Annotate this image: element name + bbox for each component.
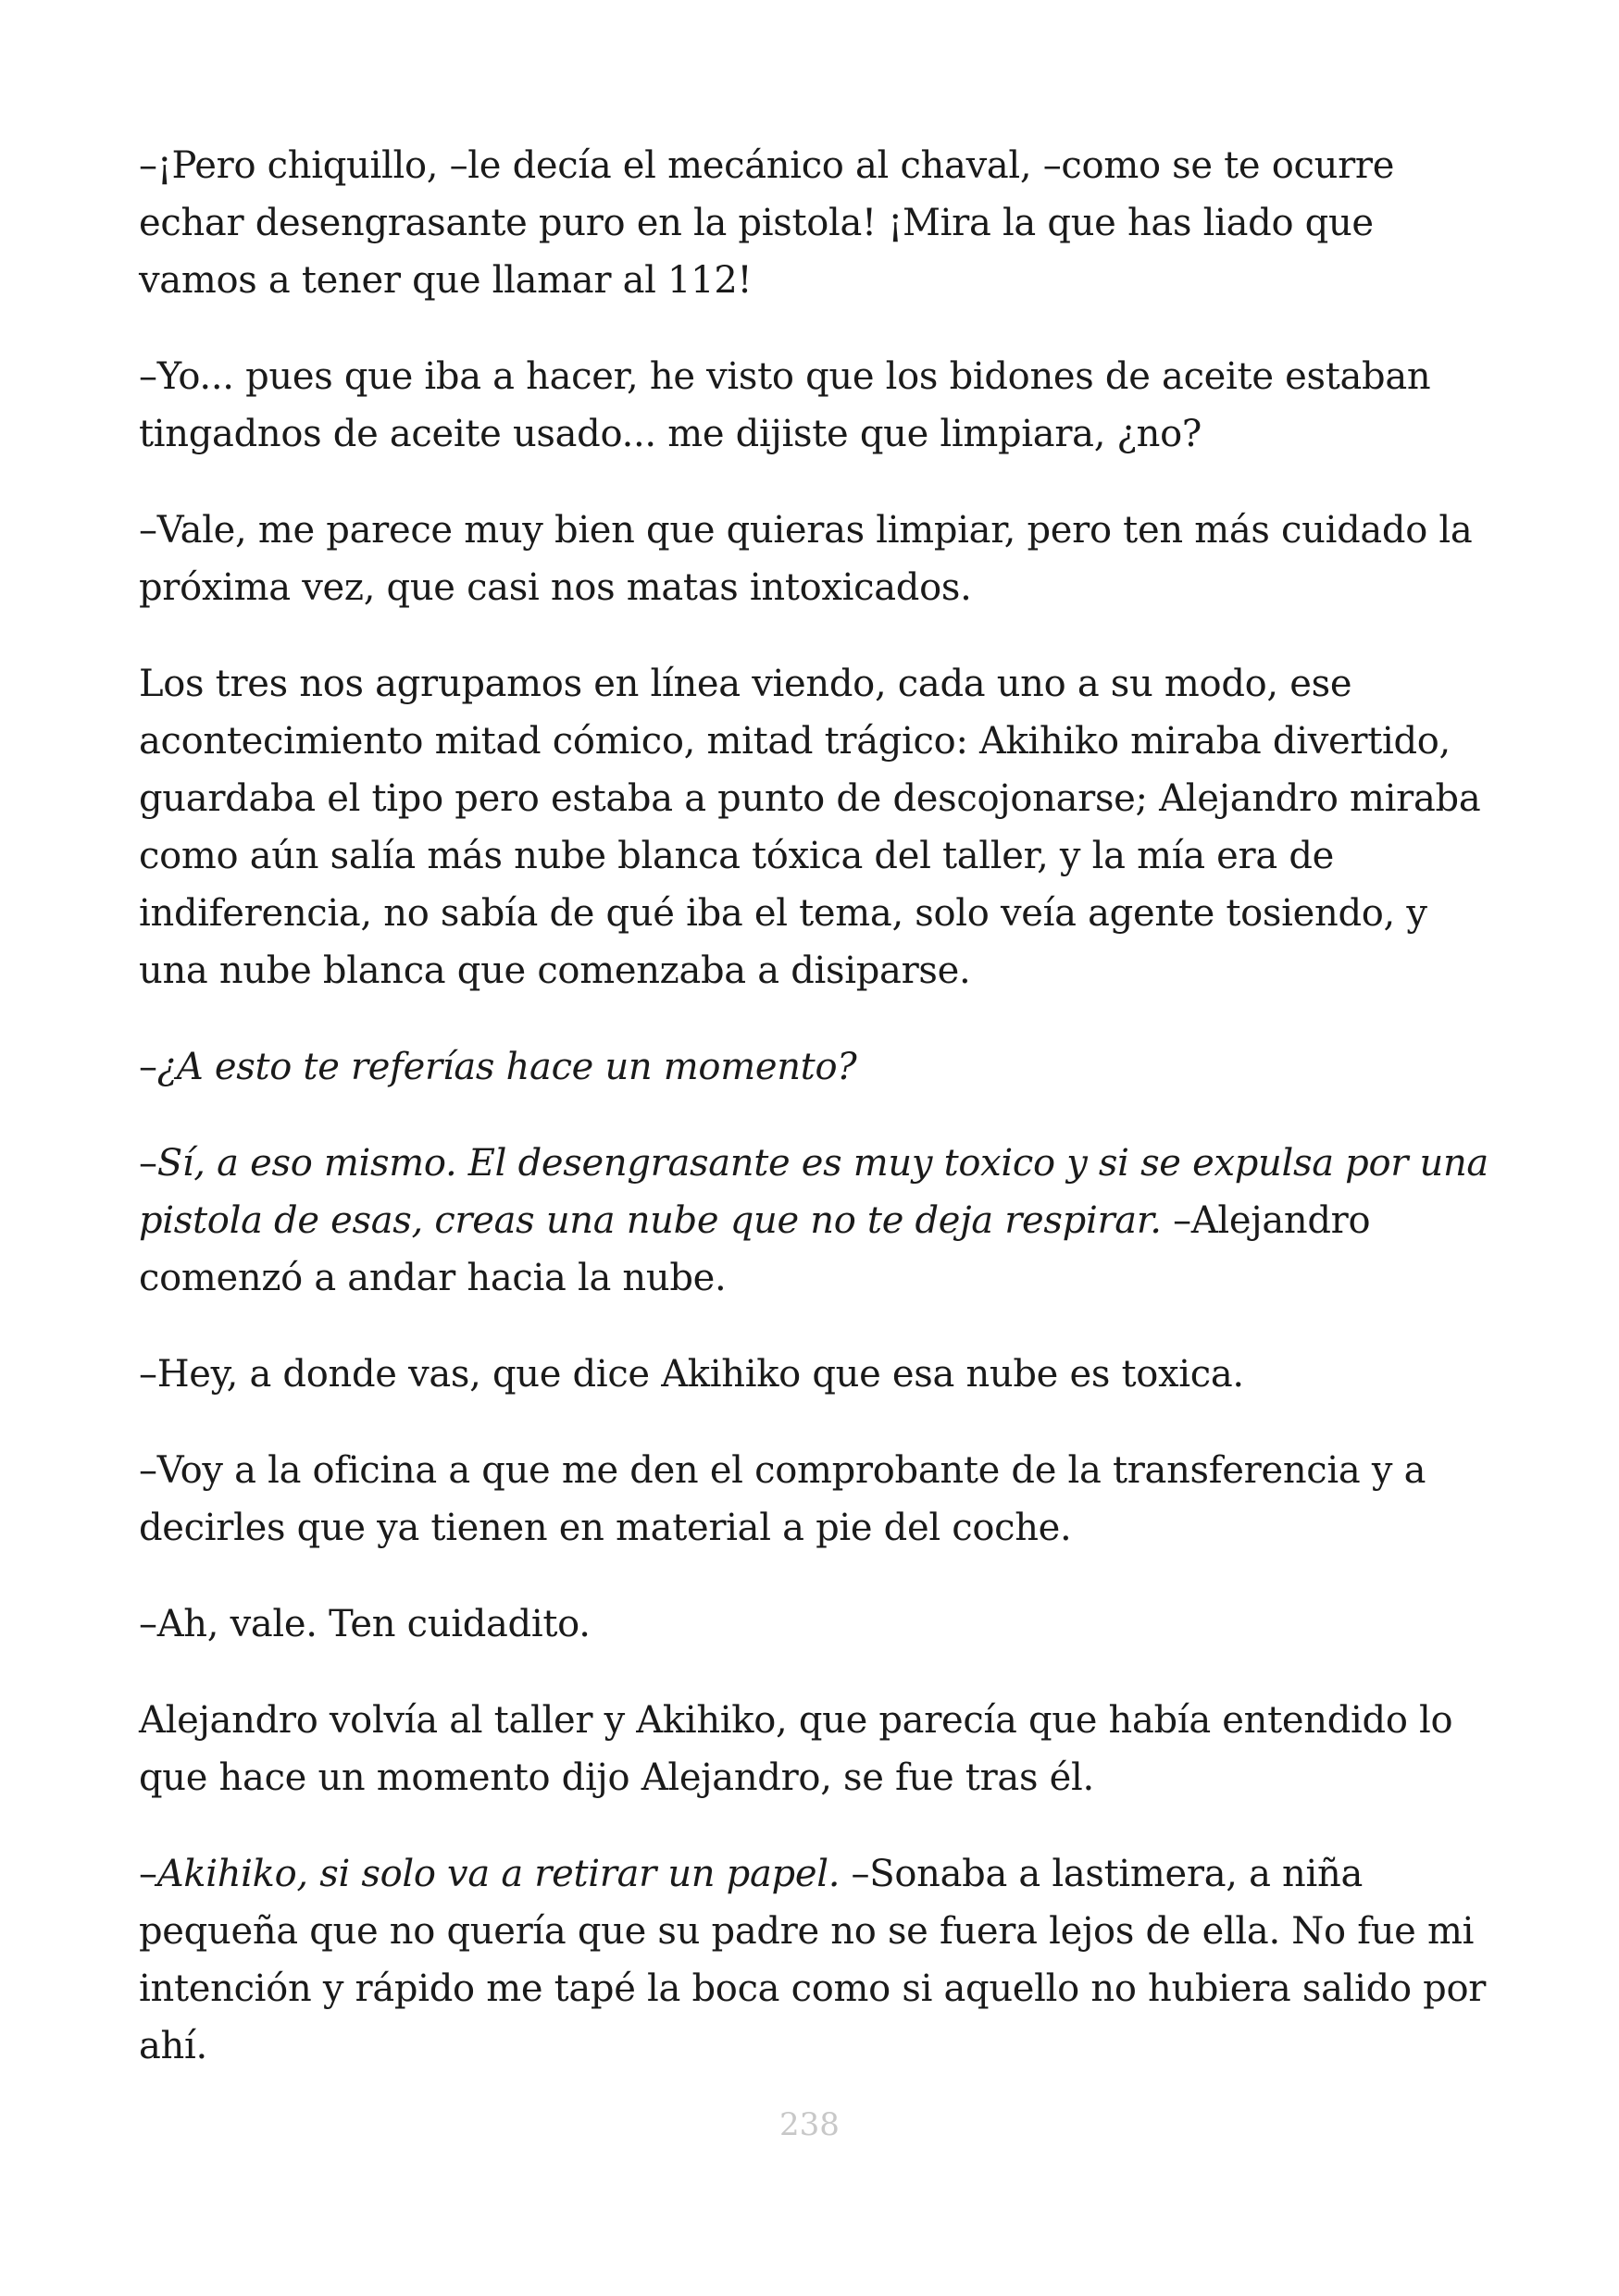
paragraph: –¿A esto te referías hace un momento?: [139, 1046, 857, 1088]
paragraph: –Voy a la oficina a que me den el comprobante de la transferencia y a decirles que ya tienen en material a pie del coche.: [139, 1449, 1426, 1549]
paragraph: –Sí, a eso mismo. El desengrasante es muy toxico y si se expulsa por una pistola de esas, creas una nube que no te deja respirar. –Alejandro comenzó a andar hacia la nube.: [139, 1142, 1488, 1299]
paragraph: –Vale, me parece muy bien que quieras limpiar, pero ten más cuidado la próxima vez, que casi nos matas intoxicados.: [139, 509, 1473, 609]
paragraph: Alejandro volvía al taller y Akihiko, que parecía que había entendido lo que hace un momento dijo Alejandro, se fue tras él.: [139, 1699, 1453, 1799]
paragraph: –¡Pero chiquillo, –le decía el mecánico al chaval, –como se te ocurre echar desengrasante puro en la pistola! ¡Mira la que has liado que vamos a tener que llamar al 112!: [139, 144, 1395, 302]
paragraph: –Yo... pues que iba a hacer, he visto que los bidones de aceite estaban tingadnos de aceite usado... me dijiste que limpiara, ¿no?: [139, 355, 1431, 455]
page-number: 238: [779, 2106, 840, 2143]
paragraph: Los tres nos agrupamos en línea viendo, cada uno a su modo, ese acontecimiento mitad cómico, mitad trágico: Akihiko miraba divertido, guardaba el tipo pero estaba a punto de descojonarse; Alejandro miraba como aún salía más nube blanca tóxica del taller, y la mía era de indiferencia, no sabía de qué iba el tema, solo veía agente tosiendo, y una nube blanca que comenzaba a disiparse.: [139, 663, 1481, 992]
body-text: [139, 137, 1500, 2114]
paragraph: –Ah, vale. Ten cuidadito.: [139, 1603, 591, 1645]
paragraph: –Hey, a donde vas, que dice Akihiko que esa nube es toxica.: [139, 1353, 1244, 1396]
paragraph: –Akihiko, si solo va a retirar un papel. –Sonaba a lastimera, a niña pequeña que no quería que su padre no se fuera lejos de ella. No fue mi intención y rápido me tapé la boca como si aquello no hubiera salido por ahí.: [139, 1853, 1487, 2067]
